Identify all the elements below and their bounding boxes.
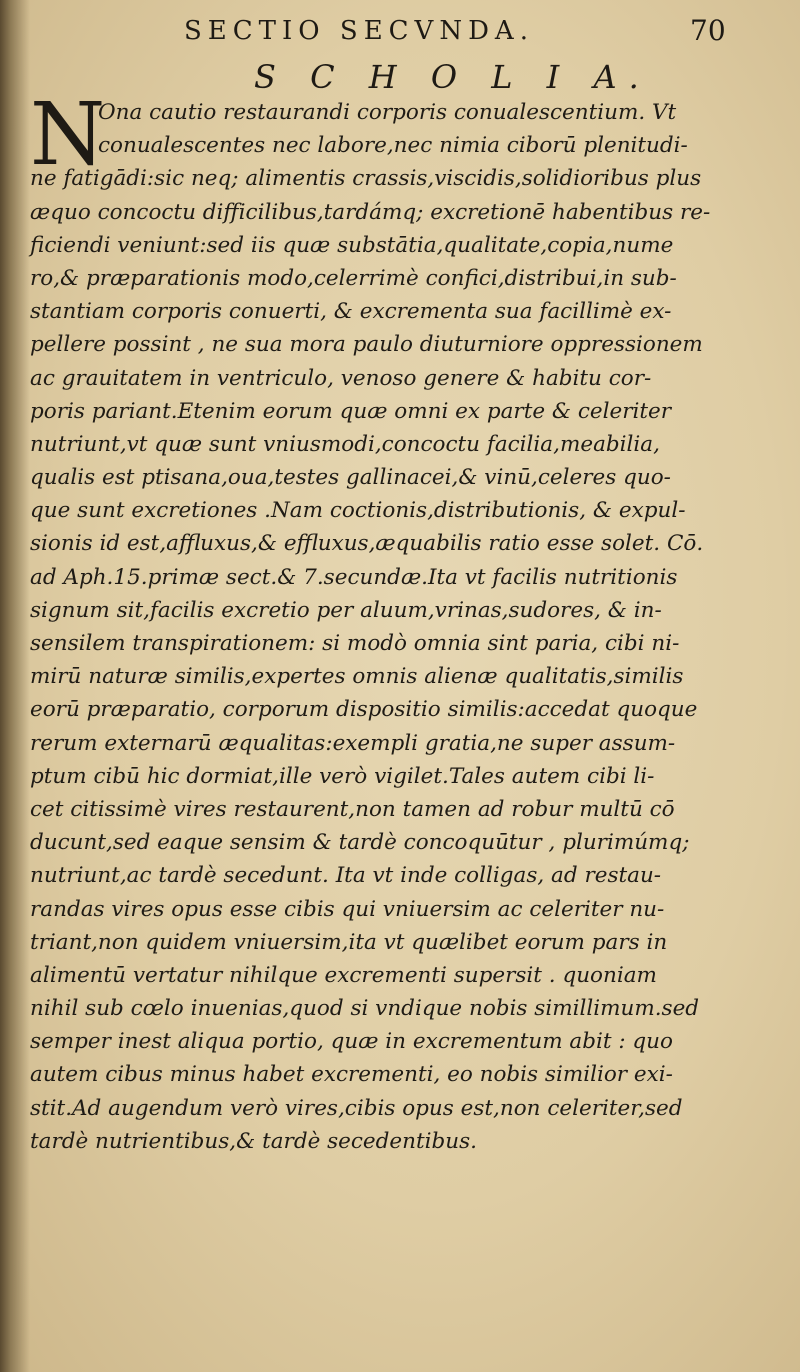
text-line: rerum externarū æqualitas:exempli gratia,ne super assum-: [30, 730, 676, 756]
text-line: autem cibus minus habet excrementi, eo nobis similior exi-: [30, 1062, 673, 1088]
section-title: S C H O L I A.: [254, 58, 651, 96]
text-line: nutriunt,ac tardè secedunt. Ita vt inde colligas, ad restau-: [30, 863, 662, 889]
text-line: poris pariant.Etenim eorum quæ omni ex parte & celeriter: [30, 398, 672, 424]
text-line: ac grauitatem in ventriculo, venoso genere & habitu cor-: [30, 365, 652, 391]
text-line: ducunt,sed eaque sensim & tardè concoquūtur , plurimúmq;: [30, 830, 690, 856]
text-line: signum sit,facilis excretio per aluum,vrinas,sudores, & in-: [30, 597, 662, 623]
text-line: ne fatigādi:sic neq; alimentis crassis,viscidis,solidioribus plus: [30, 166, 702, 192]
text-line: nutriunt,vt quæ sunt vniusmodi,concoctu facilia,meabilia,: [30, 431, 660, 457]
text-line: semper inest aliqua portio, quæ in excrementum abit : quo: [30, 1029, 673, 1055]
text-line: æquo concoctu difficilibus,tardámq; excretionē habentibus re-: [30, 199, 711, 225]
running-head: SECTIO SECVNDA.: [184, 16, 534, 46]
text-line: sionis id est,affluxus,& effluxus,æquabilis ratio esse solet. Cō.: [30, 531, 704, 557]
text-line: que sunt excretiones .Nam coctionis,distributionis, & expul-: [30, 498, 686, 524]
binding-shadow: [0, 0, 30, 1372]
text-line: mirū naturæ similis,expertes omnis alienæ qualitatis,similis: [30, 664, 684, 690]
text-line: alimentū vertatur nihilque excrementi supersit . quoniam: [30, 962, 657, 988]
text-line: stantiam corporis conuerti, & excrementa sua facillimè ex-: [30, 299, 672, 325]
text-line: randas vires opus esse cibis qui vniuersim ac celeriter nu-: [30, 896, 665, 922]
text-line: pellere possint , ne sua mora paulo diuturniore oppressionem: [30, 332, 703, 358]
text-line: sensilem transpirationem: si modò omnia sint paria, cibi ni-: [30, 631, 680, 656]
body-text: [30, 96, 730, 1158]
text-line: stit.Ad augendum verò vires,cibis opus est,non celeriter,sed: [30, 1095, 683, 1121]
text-line: ficiendi veniunt:sed iis quæ substātia,qualitate,copia,nume: [30, 232, 674, 258]
text-line: ptum cibū hic dormiat,ille verò vigilet.Tales autem cibi li-: [30, 763, 655, 789]
page-number: 70: [690, 14, 726, 47]
text-line: triant,non quidem vniuersim,ita vt quælibet eorum pars in: [30, 929, 668, 955]
text-line: Ona cautio restaurandi corporis conualescentium. Vt: [98, 100, 677, 125]
text-line: ro,& præparationis modo,celerrimè confici,distribui,in sub-: [30, 265, 677, 291]
text-line: cet citissimè vires restaurent,non tamen ad robur multū cō: [30, 796, 675, 822]
text-line: conualescentes nec labore,nec nimia ciborū plenitudi-: [98, 133, 688, 159]
text-line: nihil sub cœlo inuenias,quod si vndique nobis simillimum.sed: [30, 996, 700, 1022]
text-line: qualis est ptisana,oua,testes gallinacei,& vinū,celeres quo-: [30, 465, 671, 491]
text-line: eorū præparatio, corporum dispositio similis:accedat quoque: [30, 697, 698, 723]
text-line: tardè nutrientibus,& tardè secedentibus.: [30, 1128, 477, 1154]
drop-cap: N: [30, 85, 106, 185]
text-line: ad Aph.15.primæ sect.& 7.secundæ.Ita vt facilis nutritionis: [30, 564, 678, 590]
